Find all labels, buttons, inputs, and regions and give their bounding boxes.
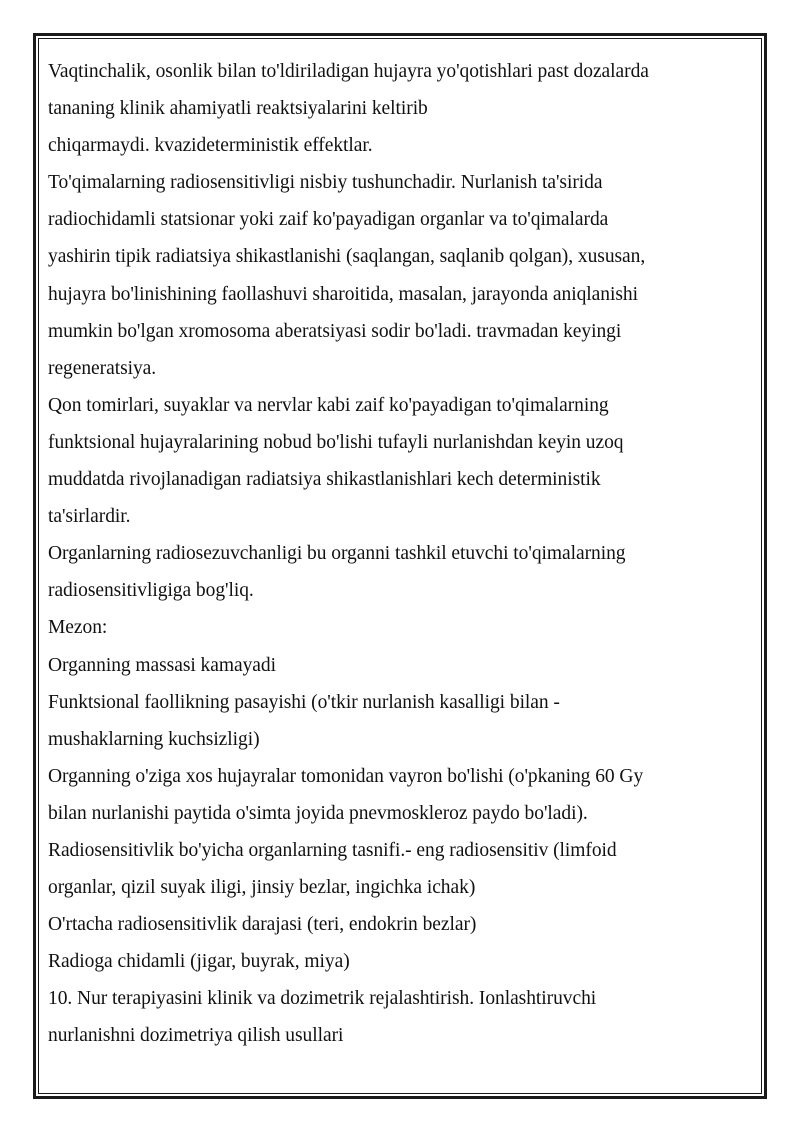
text-line: O'rtacha radiosensitivlik darajasi (teri, endokrin bezlar) [48,914,477,936]
text-line: tananing klinik ahamiyatli reaktsiyalarini keltirib [48,98,428,120]
text-line: organlar, qizil suyak iligi, jinsiy bezlar, ingichka ichak) [48,877,476,899]
text-line: Funktsional faollikning pasayishi (o'tkir nurlanish kasalligi bilan - [48,691,560,713]
text-line: bilan nurlanishi paytida o'simta joyida pnevmoskleroz paydo bo'ladi). [48,802,588,824]
text-line: radiochidamli statsionar yoki zaif ko'payadigan organlar va to'qimalarda [48,209,609,231]
text-line: mushaklarning kuchsizligi) [48,728,260,750]
text-line: To'qimalarning radiosensitivligi nisbiy tushunchadir. Nurlanish ta'sirida [48,172,603,194]
text-line: radiosensitivligiga bog'liq. [48,580,254,602]
text-line: nurlanishni dozimetriya qilish usullari [48,1025,344,1047]
text-line: Radioga chidamli (jigar, buyrak, miya) [48,951,350,973]
text-line: Organning o'ziga xos hujayralar tomonidan vayron bo'lishi (o'pkaning 60 Gy [48,765,644,787]
text-line: funktsional hujayralarining nobud bo'lishi tufayli nurlanishdan keyin uzoq [48,431,624,453]
text-line: Qon tomirlari, suyaklar va nervlar kabi zaif ko'payadigan to'qimalarning [48,394,609,416]
text-line: 10. Nur terapiyasini klinik va dozimetrik rejalashtirish. Ionlashtiruvchi [48,988,597,1010]
text-line: hujayra bo'linishining faollashuvi sharoitida, masalan, jarayonda aniqlanishi [48,283,638,305]
text-line: mumkin bo'lgan xromosoma aberatsiyasi sodir bo'ladi. travmadan keyingi [48,320,622,342]
text-line: Mezon: [48,617,108,639]
text-line: Organning massasi kamayadi [48,654,276,676]
text-line: muddatda rivojlanadigan radiatsiya shikastlanishlari kech deterministik [48,469,601,491]
text-line: Radiosensitivlik bo'yicha organlarning tasnifi.- eng radiosensitiv (limfoid [48,839,617,861]
text-line: Organlarning radiosezuvchanligi bu organni tashkil etuvchi to'qimalarning [48,543,626,565]
text-line: chiqarmaydi. kvazideterministik effektlar. [48,135,373,157]
text-line: regeneratsiya. [48,357,157,379]
text-line: ta'sirlardir. [48,506,131,528]
text-line: yashirin tipik radiatsiya shikastlanishi (saqlangan, saqlanib qolgan), xususan, [48,246,646,268]
text-line: Vaqtinchalik, osonlik bilan to'ldiriladigan hujayra yo'qotishlari past dozalarda [48,61,649,82]
document-body [48,53,748,1055]
